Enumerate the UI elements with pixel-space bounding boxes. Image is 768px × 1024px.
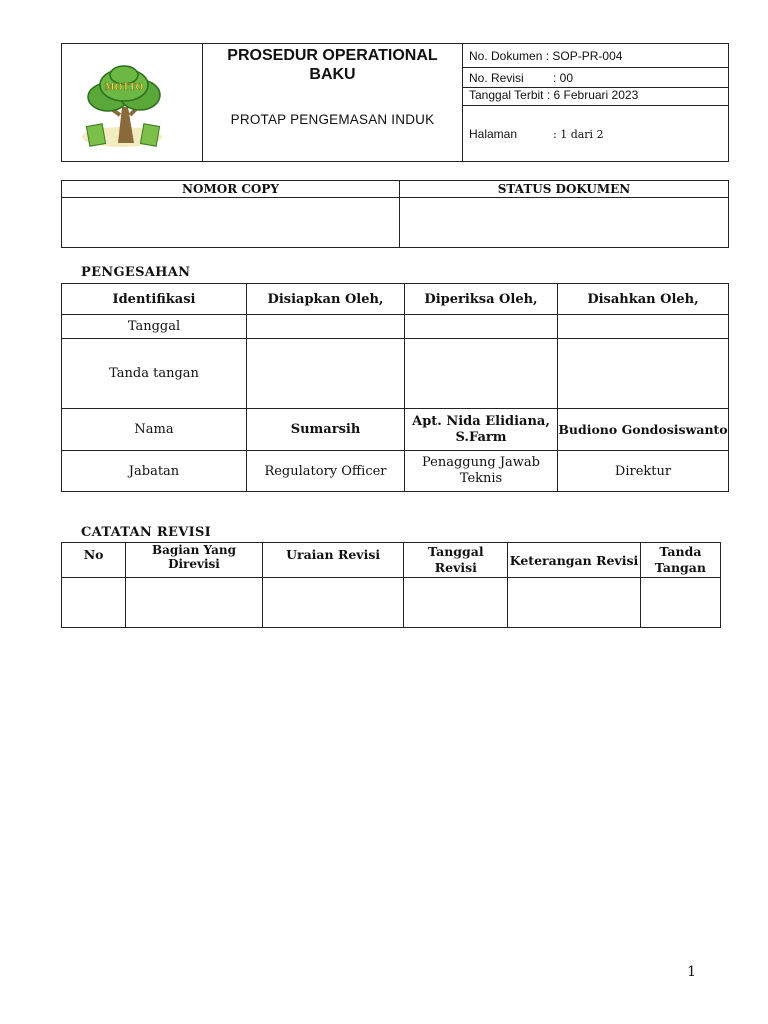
nomor-copy-header: NOMOR COPY	[62, 181, 400, 198]
ttd-disahkan	[558, 339, 729, 409]
revisi-no-cell	[62, 578, 126, 628]
tanggal-disahkan	[558, 315, 729, 339]
sop-title: PROSEDUR OPERATIONAL BAKU	[227, 47, 438, 83]
catatan-revisi-title: CATATAN REVISI	[81, 525, 212, 540]
sop-subtitle: PROTAP PENGEMASAN INDUK	[230, 112, 435, 127]
nomor-copy-value	[62, 198, 400, 248]
pengesahan-title: PENGESAHAN	[81, 265, 191, 280]
no-dokumen-cell	[463, 44, 729, 68]
page-number: 1	[687, 964, 696, 980]
tanggal-disiapkan	[247, 315, 405, 339]
copy-status-table	[61, 180, 729, 248]
ttd-disiapkan	[247, 339, 405, 409]
catatan-revisi-table	[61, 542, 721, 628]
no-revisi-value: : 00	[553, 70, 574, 85]
revisi-keterangan-cell	[508, 578, 641, 628]
header-keterangan: Keterangan Revisi	[508, 543, 641, 578]
nama-disahkan: Budiono Gondosiswanto	[558, 409, 729, 451]
revisi-uraian-cell	[262, 578, 404, 628]
status-dokumen-header: STATUS DOKUMEN	[400, 181, 729, 198]
row-label-nama: Nama	[62, 409, 247, 451]
tanggal-terbit-value: 6 Februari 2023	[553, 88, 639, 102]
revisi-ttd-cell	[640, 578, 720, 628]
header-tanda-tangan: Tanda Tangan	[640, 543, 720, 578]
no-dokumen-label: No. Dokumen	[469, 48, 543, 63]
jabatan-disahkan: Direktur	[558, 451, 729, 492]
no-dokumen-value: : SOP-PR-004	[545, 48, 623, 63]
header-bagian: Bagian Yang Direvisi	[126, 543, 263, 578]
row-label-tanggal: Tanggal	[62, 315, 247, 339]
title-cell	[203, 44, 463, 162]
document-header-table	[61, 43, 729, 162]
header-identifikasi: Identifikasi	[62, 284, 247, 315]
header-disahkan: Disahkan Oleh,	[558, 284, 729, 315]
no-revisi-cell	[463, 68, 729, 88]
company-logo-tree-icon	[62, 45, 202, 157]
halaman-cell	[463, 106, 729, 162]
header-tanggal-revisi: Tanggal Revisi	[404, 543, 508, 578]
revisi-tanggal-cell	[404, 578, 508, 628]
logo-cell	[62, 44, 203, 162]
header-uraian: Uraian Revisi	[262, 543, 404, 578]
halaman-label: Halaman	[469, 126, 518, 141]
row-label-tanda-tangan: Tanda tangan	[62, 339, 247, 409]
revisi-bagian-cell	[126, 578, 263, 628]
nama-diperiksa: Apt. Nida Elidiana, S.Farm	[405, 409, 558, 451]
tanggal-diperiksa	[405, 315, 558, 339]
header-no: No	[62, 543, 126, 578]
jabatan-disiapkan: Regulatory Officer	[247, 451, 405, 492]
halaman-value: : 1 dari 2	[553, 127, 604, 141]
status-dokumen-value	[400, 198, 729, 248]
header-disiapkan: Disiapkan Oleh,	[247, 284, 405, 315]
ttd-diperiksa	[405, 339, 558, 409]
no-revisi-label: No. Revisi	[469, 70, 524, 85]
tanggal-terbit-label: Tanggal Terbit :	[469, 88, 551, 102]
tanggal-terbit-cell	[463, 88, 729, 106]
svg-text:MOTTO: MOTTO	[104, 82, 144, 93]
header-diperiksa: Diperiksa Oleh,	[405, 284, 558, 315]
pengesahan-table	[61, 283, 729, 492]
nama-disiapkan: Sumarsih	[247, 409, 405, 451]
jabatan-diperiksa: Penaggung Jawab Teknis	[405, 451, 558, 492]
row-label-jabatan: Jabatan	[62, 451, 247, 492]
